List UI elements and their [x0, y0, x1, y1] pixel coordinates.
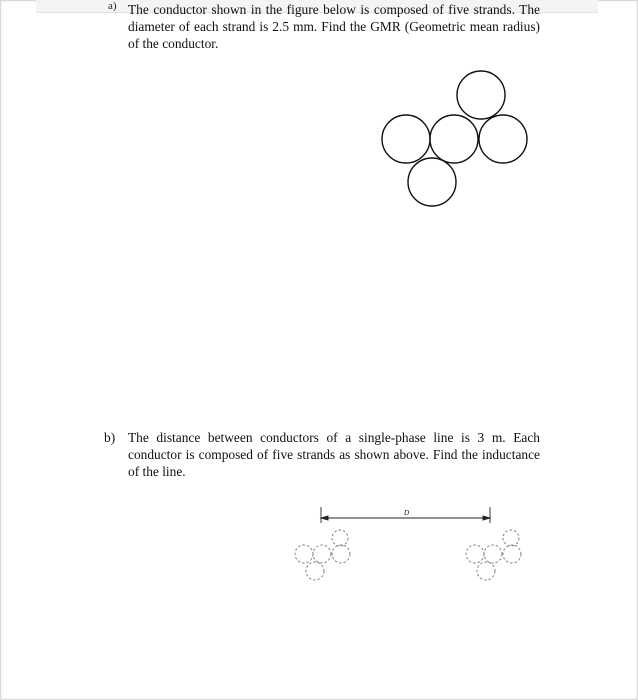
question-b-marker: b): [104, 430, 116, 445]
dimension-arrow-left: [321, 516, 328, 520]
conductor-right: [466, 530, 521, 580]
conductor-left-strand-center: [313, 545, 331, 563]
conductor-right-strand-center: [484, 545, 502, 563]
question-a-text: The conductor shown in the figure below is composed of five strands. The diameter of each strand is 2.5 mm. Find the GMR (Geometric mean radius) of the conductor.: [128, 2, 540, 51]
question-b-text: The distance between conductors of a single-phase line is 3 m. Each conductor is composed of five strands as shown above. Find the inductance of the line.: [128, 430, 540, 479]
strand-center: [430, 115, 478, 163]
strand-bottom: [408, 158, 456, 206]
dimension-label: D: [404, 509, 410, 517]
strand-left: [382, 115, 430, 163]
conductor-right-strand-bottom: [477, 562, 495, 580]
five-strand-conductor-figure: [370, 60, 540, 220]
conductor-left-strand-right: [332, 545, 350, 563]
conductor-right-strand-left: [466, 545, 484, 563]
conductor-right-strand-top: [503, 530, 519, 546]
strand-right: [479, 115, 527, 163]
strand-top: [457, 71, 505, 119]
dimension-arrow-right: [483, 516, 490, 520]
conductor-left-strand-bottom: [306, 562, 324, 580]
two-conductor-line-figure: [285, 500, 545, 590]
conductor-left-strand-left: [295, 545, 313, 563]
conductor-right-strand-right: [503, 545, 521, 563]
question-a: [104, 1, 540, 52]
conductor-left-strand-top: [332, 530, 348, 546]
conductor-left: [295, 530, 350, 580]
question-b: [104, 429, 540, 480]
question-a-marker: a): [108, 0, 117, 12]
